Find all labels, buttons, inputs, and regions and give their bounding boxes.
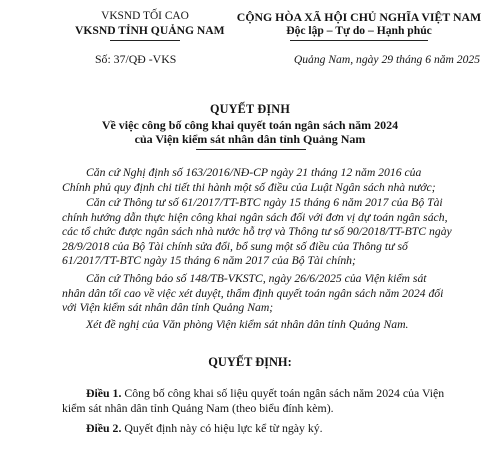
article-text: Công bố công khai số liệu quyết toán ngân sách năm 2024 của Viện — [121, 386, 445, 400]
preamble-paragraph — [62, 196, 482, 269]
article-line — [62, 421, 482, 436]
preamble-line: các tổ chức được ngân sách nhà nước hỗ trợ và Thông tư số 90/2018/TT-BTC ngày — [62, 225, 452, 239]
preamble-line: Chính phủ quy định chi tiết thi hành một số điều của Luật Ngân sách nhà nước; — [62, 180, 436, 194]
preamble-paragraph — [62, 166, 482, 195]
preamble-paragraph — [62, 318, 482, 333]
article-2 — [62, 421, 482, 436]
sub-agency-name: VKSND TỈNH QUẢNG NAM — [75, 24, 225, 37]
agency-name: VKSND TỐI CAO — [101, 10, 189, 22]
document-number: Số: 37/QĐ -VKS — [95, 52, 177, 66]
national-motto: Độc lập – Tự do – Hạnh phúc — [286, 24, 432, 37]
decision-heading: QUYẾT ĐỊNH: — [208, 355, 292, 369]
preamble-line: Căn cứ Thông báo số 148/TB-VKSTC, ngày 26/6/2025 của Viện kiểm sát — [86, 272, 427, 285]
article-text: Quyết định này có hiệu lực kể từ ngày ký. — [121, 421, 323, 435]
preamble-line: 28/9/2018 của Bộ Tài chính sửa đổi, bổ sung một số điều của Thông tư số — [62, 239, 408, 253]
title-rule — [196, 149, 306, 150]
preamble-line: Căn cứ Nghị định số 163/2016/NĐ-CP ngày 21 tháng 12 năm 2016 của — [86, 166, 422, 179]
national-title: CỘNG HÒA XÃ HỘI CHỦ NGHĨA VIỆT NAM — [236, 10, 482, 24]
place-and-date: Quảng Nam, ngày 29 tháng 6 năm 2025 — [293, 53, 480, 66]
document-title: QUYẾT ĐỊNH — [210, 102, 290, 116]
article-line: kiểm sát nhân dân tỉnh Quảng Nam (theo biểu đính kèm). — [62, 401, 334, 415]
preamble-line: Căn cứ Thông tư số 61/2017/TT-BTC ngày 15 tháng 6 năm 2017 của Bộ Tài — [86, 196, 443, 209]
preamble-line: với Viện kiểm sát nhân dân tỉnh Quảng Nam; — [62, 301, 274, 315]
preamble-line: Xét đề nghị của Văn phòng Viện kiểm sát nhân dân tỉnh Quảng Nam. — [86, 318, 409, 331]
preamble-line: chính hướng dẫn thực hiện công khai ngân sách đối với đơn vị dự toán ngân sách, — [62, 210, 448, 224]
article-label: Điều 2. — [86, 421, 122, 435]
article-line — [62, 386, 482, 401]
article-label: Điều 1. — [86, 386, 122, 400]
header-left-rule — [110, 40, 180, 41]
header-right-rule — [290, 40, 428, 41]
preamble-paragraph — [62, 272, 482, 316]
preamble-line: 61/2017/TT-BTC ngày 15 tháng 6 năm 2017 của Bộ Tài chính; — [62, 254, 356, 268]
document-subject-line-1: Về việc công bố công khai quyết toán ngân sách năm 2024 — [101, 118, 399, 132]
article-1 — [62, 386, 482, 416]
document-subject-line-2: của Viện kiểm sát nhân dân tỉnh Quảng Nam — [134, 132, 366, 146]
preamble-line: nhân dân tối cao về việc xét duyệt, thẩm định quyết toán ngân sách năm 2024 đối — [62, 286, 444, 300]
